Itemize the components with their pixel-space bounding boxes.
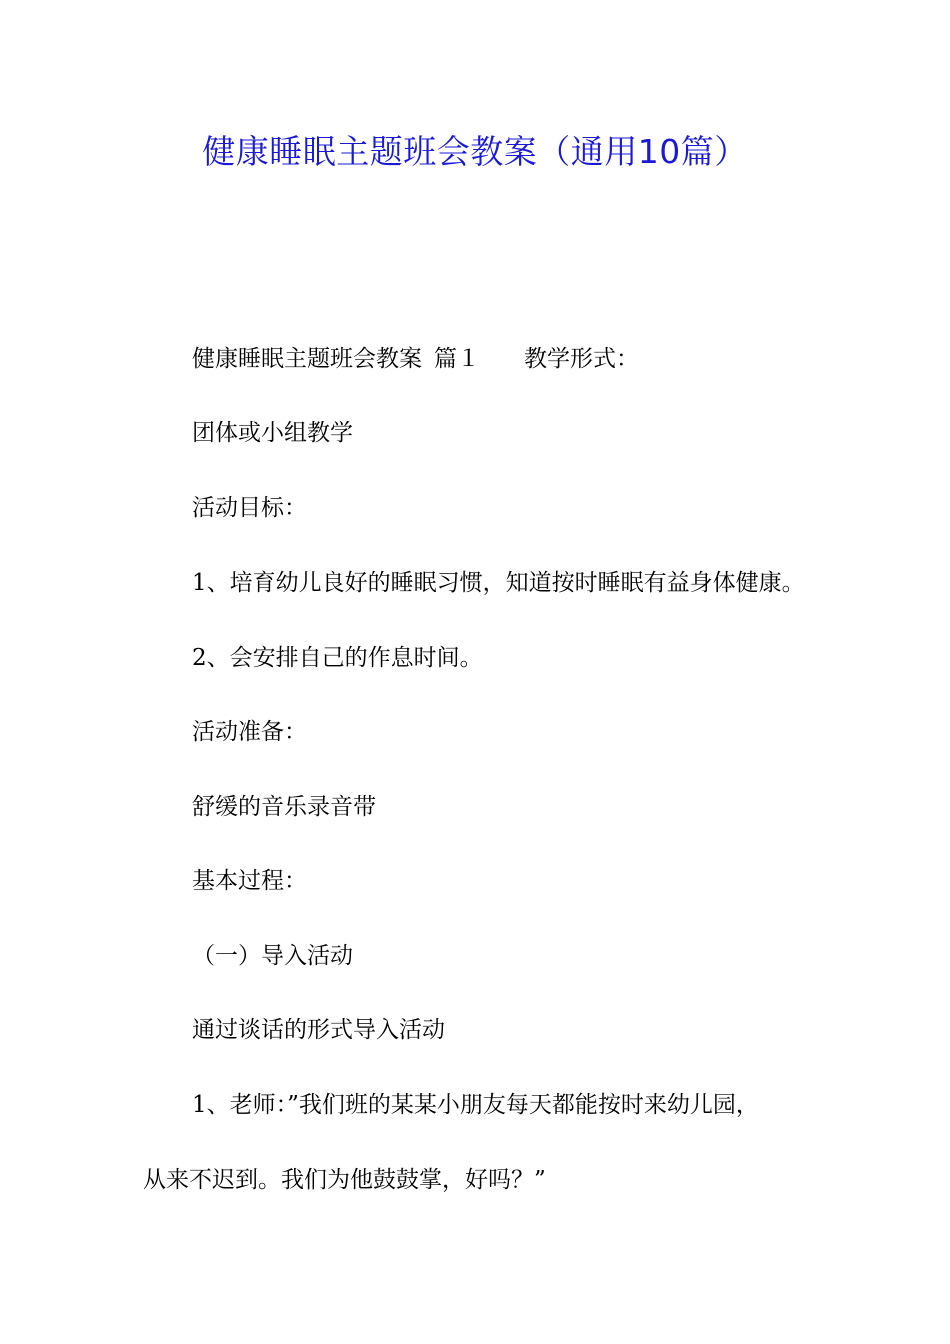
section-heading-number: 篇１: [434, 346, 480, 372]
paragraph: 团体或小组教学: [192, 420, 353, 446]
paragraph: 舒缓的音乐录音带: [192, 794, 376, 820]
paragraph-continuation: 从来不迟到。我们为他鼓鼓掌，好吗？”: [143, 1167, 546, 1193]
section-heading-title: 健康睡眠主题班会教案: [192, 346, 422, 372]
section-heading: [192, 342, 639, 376]
paragraph: 通过谈话的形式导入活动: [192, 1017, 445, 1043]
paragraph: 2、会安排自己的作息时间。: [192, 645, 483, 671]
paragraph: 基本过程：: [192, 868, 307, 894]
paragraph: 1、老师：”我们班的某某小朋友每天都能按时来幼儿园，: [192, 1092, 759, 1118]
paragraph: 1、培育幼儿良好的睡眠习惯，知道按时睡眠有益身体健康。: [192, 570, 805, 596]
document-title: 健康睡眠主题班会教案（通用10篇）: [202, 132, 748, 171]
paragraph: 活动准备：: [192, 719, 307, 745]
paragraph: （一）导入活动: [192, 943, 353, 969]
paragraph: 活动目标：: [192, 495, 307, 521]
section-heading-teaching-form: 教学形式：: [524, 346, 639, 372]
